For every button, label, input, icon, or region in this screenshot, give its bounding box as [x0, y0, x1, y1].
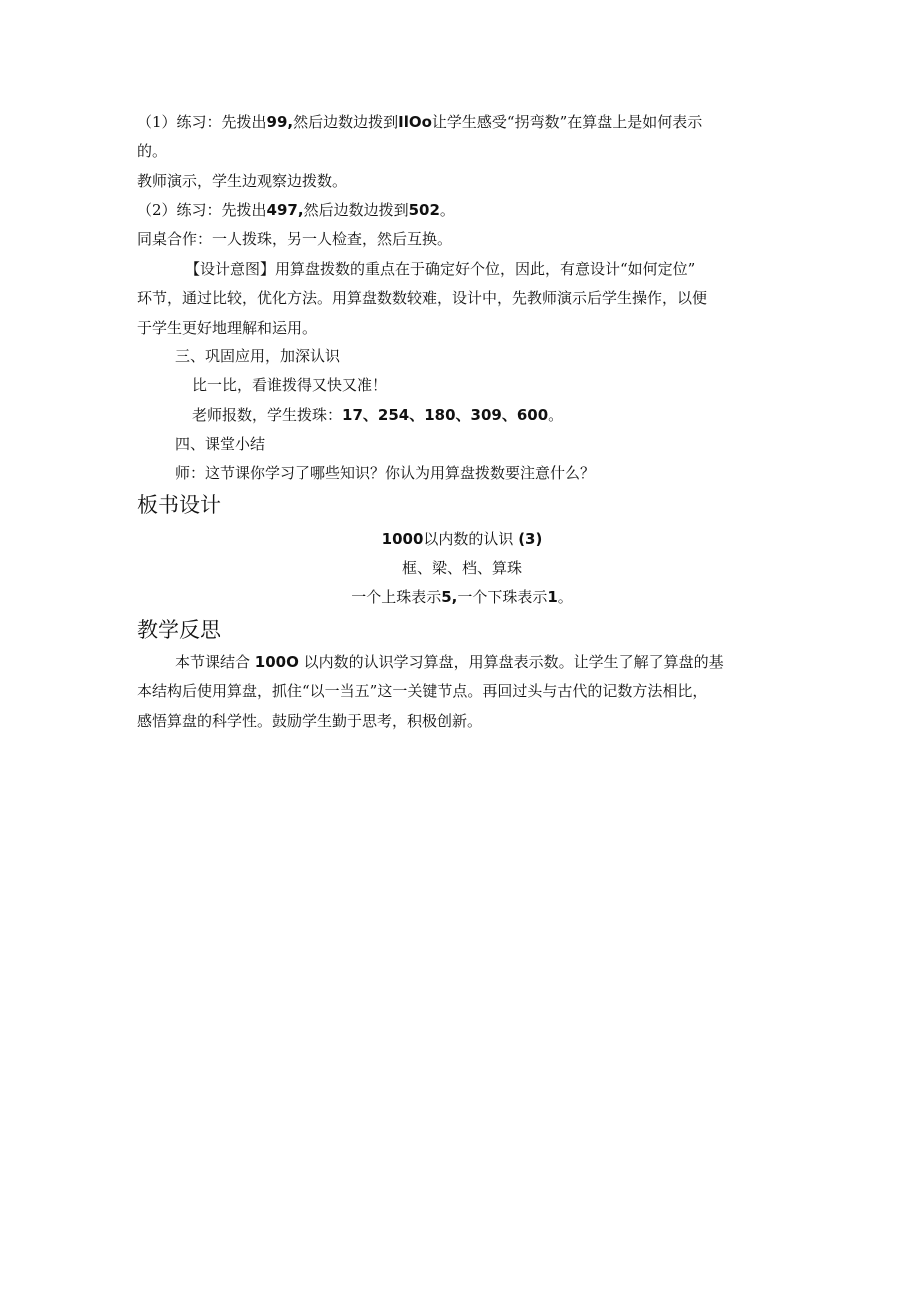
practice-1-line	[137, 112, 787, 132]
practice-2-label: （2）练习：先拨出	[137, 201, 267, 219]
design-intent-line-3: 于学生更好地理解和运用。	[137, 319, 318, 337]
section-4-title: 四、课堂小结	[175, 435, 266, 453]
practice-1-start-number: 99,	[266, 113, 294, 131]
practice-1-label: （1）练习：先拨出	[137, 113, 267, 131]
upper-bead-value: 5,	[441, 588, 458, 606]
board-design-parts: 框、梁、档、算珠	[401, 559, 522, 577]
pair-work-line: 同桌合作：一人拨珠，另一人检查，然后互换。	[137, 230, 453, 248]
board-design-title	[137, 529, 787, 549]
summary-question: 师：这节课你学习了哪些知识？你认为用算盘拨数要注意什么？	[175, 464, 596, 482]
lower-bead-prefix: 一个下珠表示	[457, 588, 548, 606]
reflection-line-2: 本结构后使用算盘，抓住“以一当五”这一关键节点。再回过头与古代的记数方法相比，	[137, 682, 708, 700]
board-design-title-paren: (3)	[518, 530, 543, 548]
practice-1-end-number: IlOo	[398, 113, 432, 131]
teacher-numbers-end: 。	[548, 406, 564, 424]
compare-line: 比一比，看谁拨得又快又准！	[192, 376, 388, 394]
practice-2-start-number: 497,	[266, 201, 304, 219]
practice-2-end: 。	[439, 201, 455, 219]
board-design-title-number: 1000	[381, 530, 424, 548]
section-3-title: 三、巩固应用，加深认识	[175, 347, 341, 365]
practice-1-mid: 然后边数边拨到	[293, 113, 399, 131]
reflection-line-1-b: 以内数的认识学习算盘，用算盘表示数。让学生了解了算盘的基	[303, 653, 724, 671]
design-intent-line-2: 环节，通过比较，优化方法。用算盘数数较难，设计中，先教师演示后学生操作，以便	[137, 289, 708, 307]
board-design-heading: 板书设计	[137, 493, 221, 517]
board-design-end: 。	[557, 588, 573, 606]
practice-1-rest: 让学生感受“拐弯数”在算盘上是如何表示	[431, 113, 703, 131]
reflection-line-1-a: 本节课结合	[175, 653, 251, 671]
upper-bead-prefix: 一个上珠表示	[351, 588, 442, 606]
reflection-line-3: 感悟算盘的科学性。鼓励学生勤于思考，积极创新。	[137, 712, 483, 730]
reflection-heading: 教学反思	[137, 618, 221, 642]
teacher-numbers-list: 17、254、180、309、600	[342, 406, 549, 424]
teacher-numbers-line	[192, 405, 842, 425]
lower-bead-value: 1	[547, 588, 558, 606]
practice-2-end-number: 502	[408, 201, 440, 219]
design-intent-line-1: 【设计意图】用算盘拨数的重点在于确定好个位，因此，有意设计“如何定位”	[185, 260, 696, 278]
reflection-number: 100O	[254, 653, 299, 671]
teacher-numbers-prefix: 老师报数，学生拨珠：	[192, 406, 343, 424]
reflection-line-1	[175, 652, 787, 672]
board-design-beads	[137, 587, 787, 607]
teacher-demo-line: 教师演示，学生边观察边拨数。	[137, 172, 348, 190]
board-design-title-text: 以内数的认识	[423, 530, 514, 548]
practice-1-continuation: 的。	[137, 142, 168, 160]
practice-2-line	[137, 200, 787, 220]
practice-2-mid: 然后边数边拨到	[303, 201, 409, 219]
